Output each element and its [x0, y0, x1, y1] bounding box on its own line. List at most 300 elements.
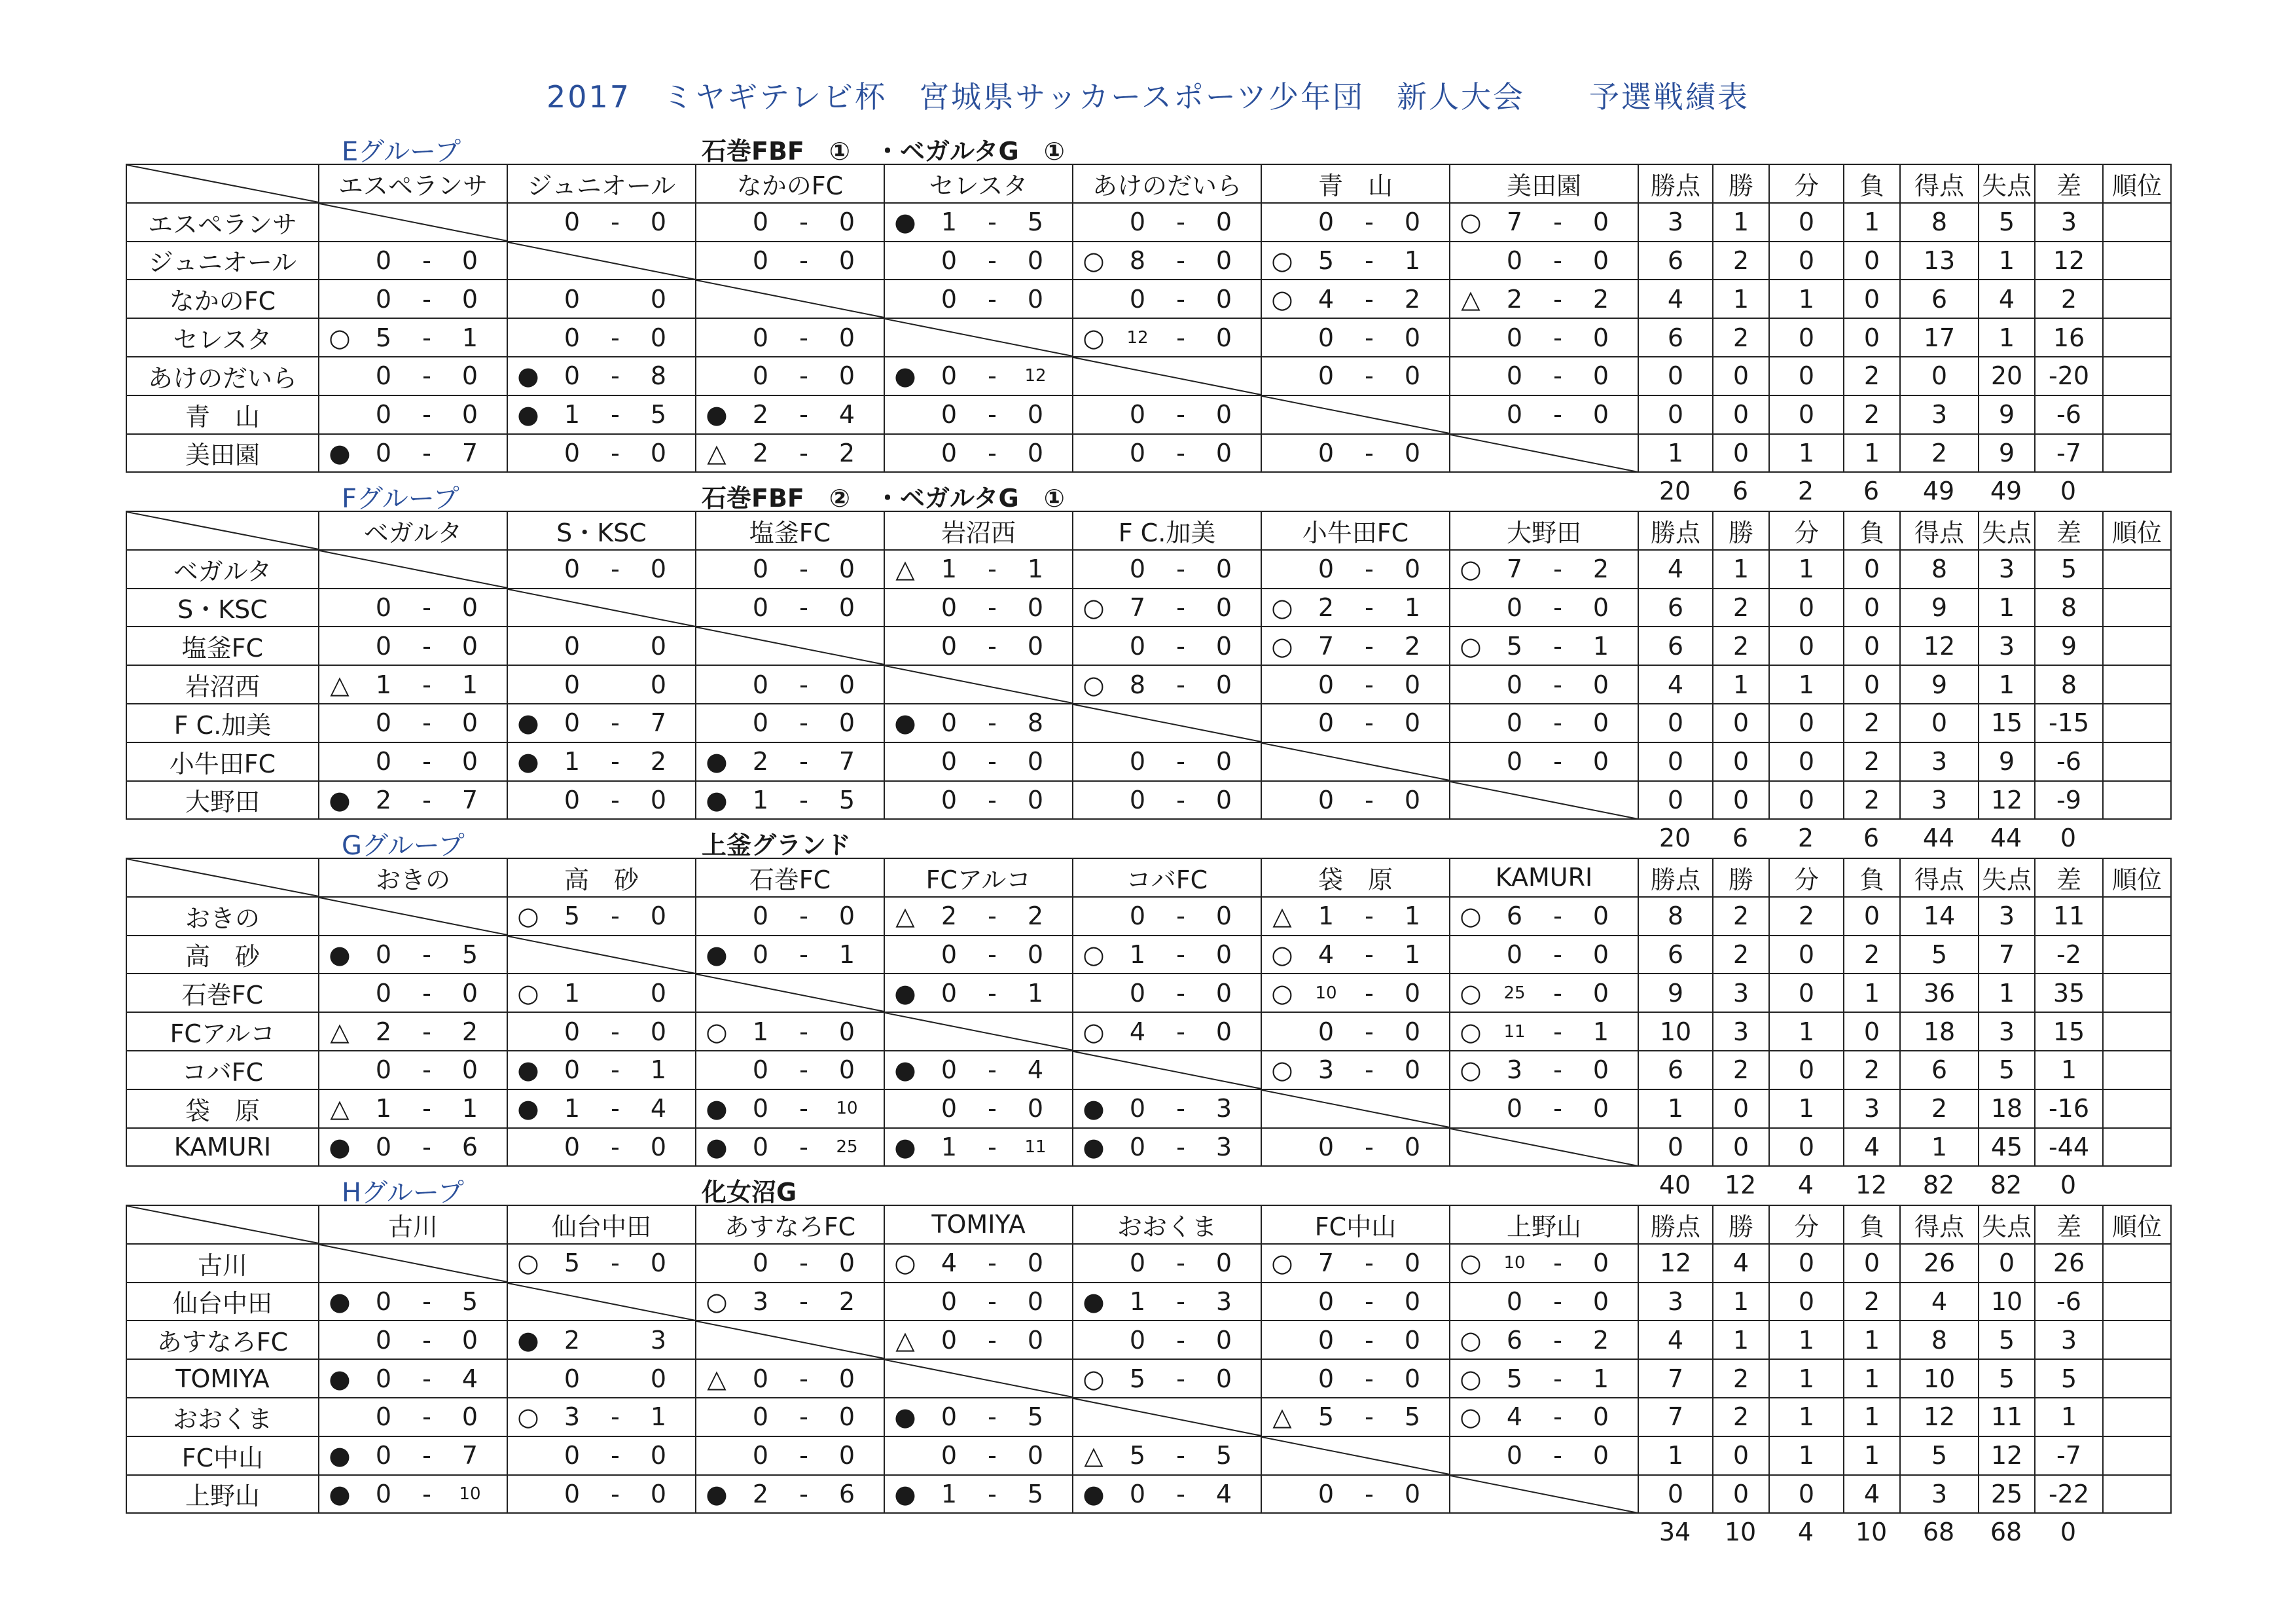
goals-for: 0 — [1318, 208, 1335, 237]
self-match-cell — [1073, 1051, 1261, 1089]
match-result-cell — [1261, 589, 1450, 627]
goals-for: 0 — [941, 400, 958, 429]
goals-against: 0 — [1215, 1017, 1232, 1046]
corner-cell — [126, 858, 319, 897]
score-wrap — [1073, 551, 1261, 588]
stat-cell: 0 — [1713, 1436, 1769, 1475]
goals-against: 25 — [836, 1137, 858, 1157]
team-column-header: あすなろFC — [696, 1205, 884, 1244]
goals-against: 5 — [1027, 1479, 1044, 1508]
goals-for: 0 — [564, 361, 581, 391]
goals-against: 4 — [838, 400, 855, 429]
stat-cell: 0 — [1638, 395, 1713, 434]
result-mark: ● — [894, 361, 916, 391]
stat-cell: 13 — [1900, 242, 1979, 280]
team-row-name: 仙台中田 — [126, 1283, 319, 1321]
stat-cell — [2103, 1244, 2171, 1283]
stat-cell: 2 — [1713, 589, 1769, 627]
match-result-cell — [319, 318, 507, 357]
self-match-cell — [696, 280, 884, 318]
score-dash: - — [1553, 361, 1562, 391]
stat-cell: 0 — [1900, 704, 1979, 742]
result-mark: ● — [706, 1479, 728, 1508]
stat-cell: 5 — [1979, 1051, 2035, 1089]
team-row-name: F C.加美 — [126, 704, 319, 742]
stat-cell: -22 — [2035, 1475, 2103, 1514]
match-result-cell — [1450, 742, 1638, 781]
score-dash: - — [988, 1402, 997, 1432]
result-mark: ● — [329, 438, 351, 467]
score-wrap — [319, 1090, 507, 1127]
stat-column-header: 得点 — [1900, 511, 1979, 550]
goals-against: 0 — [1215, 246, 1232, 275]
goals-against: 7 — [461, 1441, 478, 1470]
match-result-cell — [1073, 280, 1261, 318]
score-dash: - — [422, 1132, 431, 1161]
result-mark: ○ — [1271, 284, 1293, 314]
result-mark: ○ — [1271, 939, 1293, 969]
goals-for: 0 — [1318, 1132, 1335, 1161]
stat-cell: -6 — [2035, 395, 2103, 434]
team-row-name: 岩沼西 — [126, 665, 319, 704]
goals-for: 0 — [1129, 1325, 1146, 1355]
score-wrap — [1262, 204, 1449, 241]
score-wrap — [885, 1283, 1072, 1321]
result-mark: ● — [894, 978, 916, 1008]
match-result-cell — [507, 974, 696, 1012]
score-wrap — [885, 1321, 1072, 1359]
stat-cell: 0 — [1713, 1128, 1769, 1167]
goals-for: 0 — [375, 708, 392, 738]
stat-cell — [2103, 742, 2171, 781]
stat-column-header: 勝 — [1713, 511, 1769, 550]
score-wrap — [1450, 743, 1638, 780]
score-dash: - — [988, 978, 997, 1008]
goals-for: 0 — [1129, 978, 1146, 1008]
score-wrap — [1450, 551, 1638, 588]
match-result-cell — [884, 395, 1073, 434]
score-wrap — [508, 1090, 695, 1127]
score-dash: - — [611, 1094, 620, 1123]
goals-for: 0 — [1506, 670, 1523, 699]
goals-against: 7 — [461, 785, 478, 814]
score-dash: - — [799, 361, 808, 391]
goals-for: 0 — [564, 284, 581, 314]
match-result-cell — [696, 550, 884, 589]
stat-cell: 0 — [1713, 781, 1769, 820]
team-column-header: 岩沼西 — [884, 511, 1073, 550]
result-mark: ● — [517, 1325, 539, 1355]
goals-against: 0 — [1215, 631, 1232, 661]
score-dash: - — [1176, 1094, 1185, 1123]
stat-column-header: 順位 — [2103, 1205, 2171, 1244]
score-wrap — [696, 1476, 884, 1513]
stat-cell: 3 — [1638, 203, 1713, 242]
match-result-cell — [1073, 242, 1261, 280]
score-dash: - — [611, 555, 620, 584]
score-wrap — [1262, 974, 1449, 1012]
match-result-cell — [1073, 1244, 1261, 1283]
score-dash: - — [988, 902, 997, 931]
goals-against: 0 — [650, 555, 667, 584]
team-row — [126, 704, 2171, 742]
goals-for: 5 — [1506, 1364, 1523, 1393]
goals-for: 2 — [752, 438, 769, 467]
stat-cell: 9 — [2035, 627, 2103, 665]
score-wrap — [1262, 666, 1449, 703]
result-mark: ○ — [1460, 1017, 1482, 1046]
match-result-cell — [1073, 203, 1261, 242]
goals-against: 1 — [1592, 631, 1609, 661]
score-dash: - — [422, 438, 431, 467]
score-wrap — [1262, 1321, 1449, 1359]
team-row-name: 大野田 — [126, 781, 319, 820]
score-dash: - — [1365, 555, 1374, 584]
stat-cell: 1 — [1844, 974, 1900, 1012]
score-dash: - — [611, 323, 620, 352]
score-wrap — [319, 1437, 507, 1474]
score-wrap — [1073, 242, 1261, 280]
goals-for: 5 — [1129, 1364, 1146, 1393]
score-dash: - — [1176, 208, 1185, 237]
goals-for: 1 — [564, 747, 581, 776]
match-result-cell — [319, 1012, 507, 1051]
total-value: 44 — [1922, 824, 1955, 853]
stat-column-header: 差 — [2035, 511, 2103, 550]
stat-cell: 9 — [1979, 434, 2035, 473]
score-wrap — [885, 1245, 1072, 1282]
stat-cell: 2 — [1769, 897, 1844, 936]
score-dash: - — [799, 438, 808, 467]
score-wrap — [1262, 1360, 1449, 1397]
score-dash: - — [1365, 438, 1374, 467]
goals-against: 0 — [1592, 593, 1609, 622]
match-result-cell — [507, 1436, 696, 1475]
score-dash: - — [422, 1441, 431, 1470]
goals-for: 0 — [375, 1325, 392, 1355]
score-dash: - — [1365, 708, 1374, 738]
goals-against: 0 — [1027, 785, 1044, 814]
goals-for: 2 — [1318, 593, 1335, 622]
goals-for: 0 — [564, 555, 581, 584]
goals-for: 0 — [941, 747, 958, 776]
score-wrap — [1073, 936, 1261, 974]
goals-for: 0 — [752, 902, 769, 931]
goals-for: 3 — [1506, 1055, 1523, 1085]
goals-against: 5 — [838, 785, 855, 814]
goals-for: 0 — [941, 246, 958, 275]
stat-cell: 25 — [1979, 1475, 2035, 1514]
stat-cell: 3 — [1979, 897, 2035, 936]
stat-cell — [2103, 589, 2171, 627]
stat-cell — [2103, 781, 2171, 820]
score-dash: - — [1553, 1441, 1562, 1470]
goals-for: 2 — [1506, 284, 1523, 314]
score-wrap — [885, 1129, 1072, 1166]
stat-column-header: 差 — [2035, 858, 2103, 897]
score-dash: - — [988, 1249, 997, 1278]
match-result-cell — [1450, 1089, 1638, 1128]
result-mark: ○ — [1083, 670, 1105, 699]
result-mark: ● — [894, 1479, 916, 1508]
stat-cell: 0 — [1713, 704, 1769, 742]
goals-for: 0 — [564, 785, 581, 814]
team-row — [126, 318, 2171, 357]
score-wrap — [508, 357, 695, 395]
stat-cell: 0 — [1638, 781, 1713, 820]
match-result-cell — [319, 395, 507, 434]
match-result-cell — [884, 1398, 1073, 1436]
stat-cell: 1 — [1713, 203, 1769, 242]
score-dash: - — [988, 785, 997, 814]
stat-cell: 1 — [1844, 1321, 1900, 1359]
match-result-cell — [319, 589, 507, 627]
stat-cell: 1 — [1769, 1321, 1844, 1359]
stat-cell: 2 — [1844, 742, 1900, 781]
stat-column-header: 順位 — [2103, 511, 2171, 550]
self-match-cell — [319, 203, 507, 242]
stat-cell: 1 — [1979, 589, 2035, 627]
result-mark: ○ — [1460, 1055, 1482, 1085]
score-wrap — [885, 936, 1072, 974]
match-result-cell — [1261, 434, 1450, 473]
result-mark: ● — [1083, 1479, 1105, 1508]
score-dash: - — [799, 208, 808, 237]
stat-cell: 2 — [1844, 1283, 1900, 1321]
goals-for: 0 — [941, 631, 958, 661]
total-value: 2 — [1797, 824, 1814, 853]
stat-cell: 7 — [1979, 936, 2035, 974]
team-column-header: 小牛田FC — [1261, 511, 1450, 550]
goals-against: 0 — [1592, 708, 1609, 738]
match-result-cell — [1261, 665, 1450, 704]
score-wrap — [508, 319, 695, 356]
score-dash: - — [1176, 670, 1185, 699]
goals-for: 1 — [941, 1479, 958, 1508]
result-mark: ○ — [1460, 902, 1482, 931]
goals-for: 0 — [941, 1402, 958, 1432]
stat-cell: 1 — [2035, 1051, 2103, 1089]
stat-column-header: 順位 — [2103, 164, 2171, 203]
stat-cell: 1 — [1713, 665, 1769, 704]
stat-cell: 0 — [1769, 781, 1844, 820]
stat-cell: 3 — [1900, 781, 1979, 820]
goals-against: 0 — [650, 1132, 667, 1161]
match-result-cell — [507, 1321, 696, 1359]
team-row — [126, 897, 2171, 936]
score-dash: - — [799, 708, 808, 738]
result-mark: △ — [1084, 1441, 1103, 1470]
stat-cell — [2103, 1398, 2171, 1436]
score-wrap — [319, 666, 507, 703]
result-mark: ● — [517, 1055, 539, 1085]
score-dash: - — [1365, 1055, 1374, 1085]
stat-cell: 0 — [1844, 897, 1900, 936]
goals-for: 8 — [1129, 670, 1146, 699]
match-result-cell — [696, 665, 884, 704]
goals-against: 2 — [838, 438, 855, 467]
score-dash: - — [988, 1132, 997, 1161]
score-wrap — [1262, 1283, 1449, 1321]
stat-cell: 0 — [1769, 704, 1844, 742]
score-dash: - — [422, 631, 431, 661]
score-wrap — [508, 204, 695, 241]
goals-against: 0 — [1027, 1325, 1044, 1355]
score-dash: - — [1176, 323, 1185, 352]
team-row — [126, 1244, 2171, 1283]
match-result-cell — [884, 1475, 1073, 1514]
goals-for: 2 — [375, 1017, 392, 1046]
stat-cell: 1 — [1638, 434, 1713, 473]
score-dash: - — [1176, 1017, 1185, 1046]
goals-against: 0 — [1592, 1094, 1609, 1123]
goals-against: 0 — [650, 1249, 667, 1278]
goals-against: 0 — [1027, 631, 1044, 661]
goals-against: 1 — [650, 1055, 667, 1085]
goals-against: 0 — [1027, 593, 1044, 622]
stat-cell: 0 — [1769, 974, 1844, 1012]
match-result-cell — [1450, 704, 1638, 742]
goals-for: 0 — [375, 1055, 392, 1085]
goals-for: 0 — [375, 1402, 392, 1432]
goals-against: 0 — [1592, 1441, 1609, 1470]
total-value: 10 — [1855, 1518, 1888, 1547]
score-wrap — [319, 396, 507, 433]
goals-for: 5 — [1129, 1441, 1146, 1470]
team-row — [126, 589, 2171, 627]
total-value: 10 — [1724, 1518, 1757, 1547]
result-mark: ○ — [329, 323, 351, 352]
self-match-cell — [884, 665, 1073, 704]
score-wrap — [319, 435, 507, 472]
match-result-cell — [1261, 781, 1450, 820]
stat-cell — [2103, 1089, 2171, 1128]
score-wrap — [885, 1476, 1072, 1513]
match-result-cell — [319, 781, 507, 820]
stat-cell: 5 — [1900, 1436, 1979, 1475]
match-result-cell — [1073, 589, 1261, 627]
goals-for: 0 — [941, 1441, 958, 1470]
stat-cell: 6 — [1638, 1051, 1713, 1089]
result-mark: △ — [330, 1017, 350, 1046]
score-wrap — [696, 1437, 884, 1474]
team-row — [126, 434, 2171, 473]
stat-cell: 3 — [1979, 550, 2035, 589]
goals-for: 2 — [375, 785, 392, 814]
goals-for: 6 — [1506, 1325, 1523, 1355]
goals-for: 4 — [941, 1249, 958, 1278]
stat-cell: 2 — [1900, 434, 1979, 473]
match-result-cell — [884, 781, 1073, 820]
score-dash: - — [1176, 1249, 1185, 1278]
goals-for: 0 — [941, 593, 958, 622]
goals-against: 0 — [1404, 1286, 1421, 1316]
team-row — [126, 1436, 2171, 1475]
stat-cell: 2 — [1844, 395, 1900, 434]
group-header — [126, 1169, 2246, 1207]
score-dash: - — [1176, 246, 1185, 275]
goals-for: 0 — [375, 284, 392, 314]
score-wrap — [885, 551, 1072, 588]
stat-cell: 4 — [1638, 550, 1713, 589]
goals-for: 11 — [1503, 1021, 1526, 1042]
match-result-cell — [1073, 1321, 1261, 1359]
score-dash: - — [611, 1402, 620, 1432]
score-dash: - — [1176, 284, 1185, 314]
goals-against: 2 — [1027, 902, 1044, 931]
match-result-cell — [1073, 936, 1261, 974]
stat-cell: 1 — [1638, 1436, 1713, 1475]
score-dash: - — [988, 1325, 997, 1355]
stat-cell: 1 — [2035, 1398, 2103, 1436]
goals-for: 0 — [941, 361, 958, 391]
goals-for: 0 — [752, 670, 769, 699]
score-dash: - — [1365, 1017, 1374, 1046]
score-wrap — [1262, 782, 1449, 819]
score-wrap — [885, 1437, 1072, 1474]
match-result-cell — [507, 742, 696, 781]
goals-against: 1 — [1592, 1017, 1609, 1046]
total-value: 6 — [1863, 824, 1880, 853]
match-result-cell — [1261, 550, 1450, 589]
goals-against: 0 — [1592, 939, 1609, 969]
goals-against: 1 — [461, 1094, 478, 1123]
goals-for: 0 — [375, 747, 392, 776]
group-totals — [0, 1514, 2296, 1552]
team-row-name: おおくま — [126, 1398, 319, 1436]
result-mark: ○ — [1083, 1017, 1105, 1046]
goals-for: 0 — [1318, 1286, 1335, 1316]
goals-for: 0 — [564, 323, 581, 352]
match-result-cell — [1073, 627, 1261, 665]
goals-against: 0 — [1404, 1479, 1421, 1508]
match-result-cell — [884, 203, 1073, 242]
stat-cell: 0 — [1713, 1475, 1769, 1514]
goals-against: 0 — [650, 208, 667, 237]
goals-against: 0 — [838, 246, 855, 275]
goals-for: 0 — [752, 246, 769, 275]
match-result-cell — [319, 1321, 507, 1359]
match-result-cell — [884, 1321, 1073, 1359]
stat-cell: 0 — [1844, 589, 1900, 627]
score-dash: - — [799, 939, 808, 969]
result-mark: ● — [894, 1402, 916, 1432]
match-result-cell — [1073, 1475, 1261, 1514]
match-result-cell — [696, 1398, 884, 1436]
self-match-cell — [1261, 395, 1450, 434]
goals-against: 0 — [1592, 361, 1609, 391]
stat-column-header: 勝 — [1713, 1205, 1769, 1244]
stat-cell: 1 — [1844, 1398, 1900, 1436]
score-dash: - — [611, 361, 620, 391]
match-result-cell — [1261, 357, 1450, 395]
goals-against: 6 — [838, 1479, 855, 1508]
match-result-cell — [507, 1398, 696, 1436]
score-wrap — [1073, 1283, 1261, 1321]
stat-cell: 0 — [1769, 395, 1844, 434]
goals-against: 0 — [650, 670, 667, 699]
result-mark: △ — [330, 670, 350, 699]
result-mark: ○ — [706, 1017, 728, 1046]
score-wrap — [696, 319, 884, 356]
team-row-name: 小牛田FC — [126, 742, 319, 781]
result-mark: ○ — [1271, 631, 1293, 661]
match-result-cell — [507, 897, 696, 936]
score-dash: - — [988, 284, 997, 314]
stat-cell: 5 — [2035, 1359, 2103, 1398]
score-wrap — [696, 1360, 884, 1397]
stat-column-header: 分 — [1769, 164, 1844, 203]
